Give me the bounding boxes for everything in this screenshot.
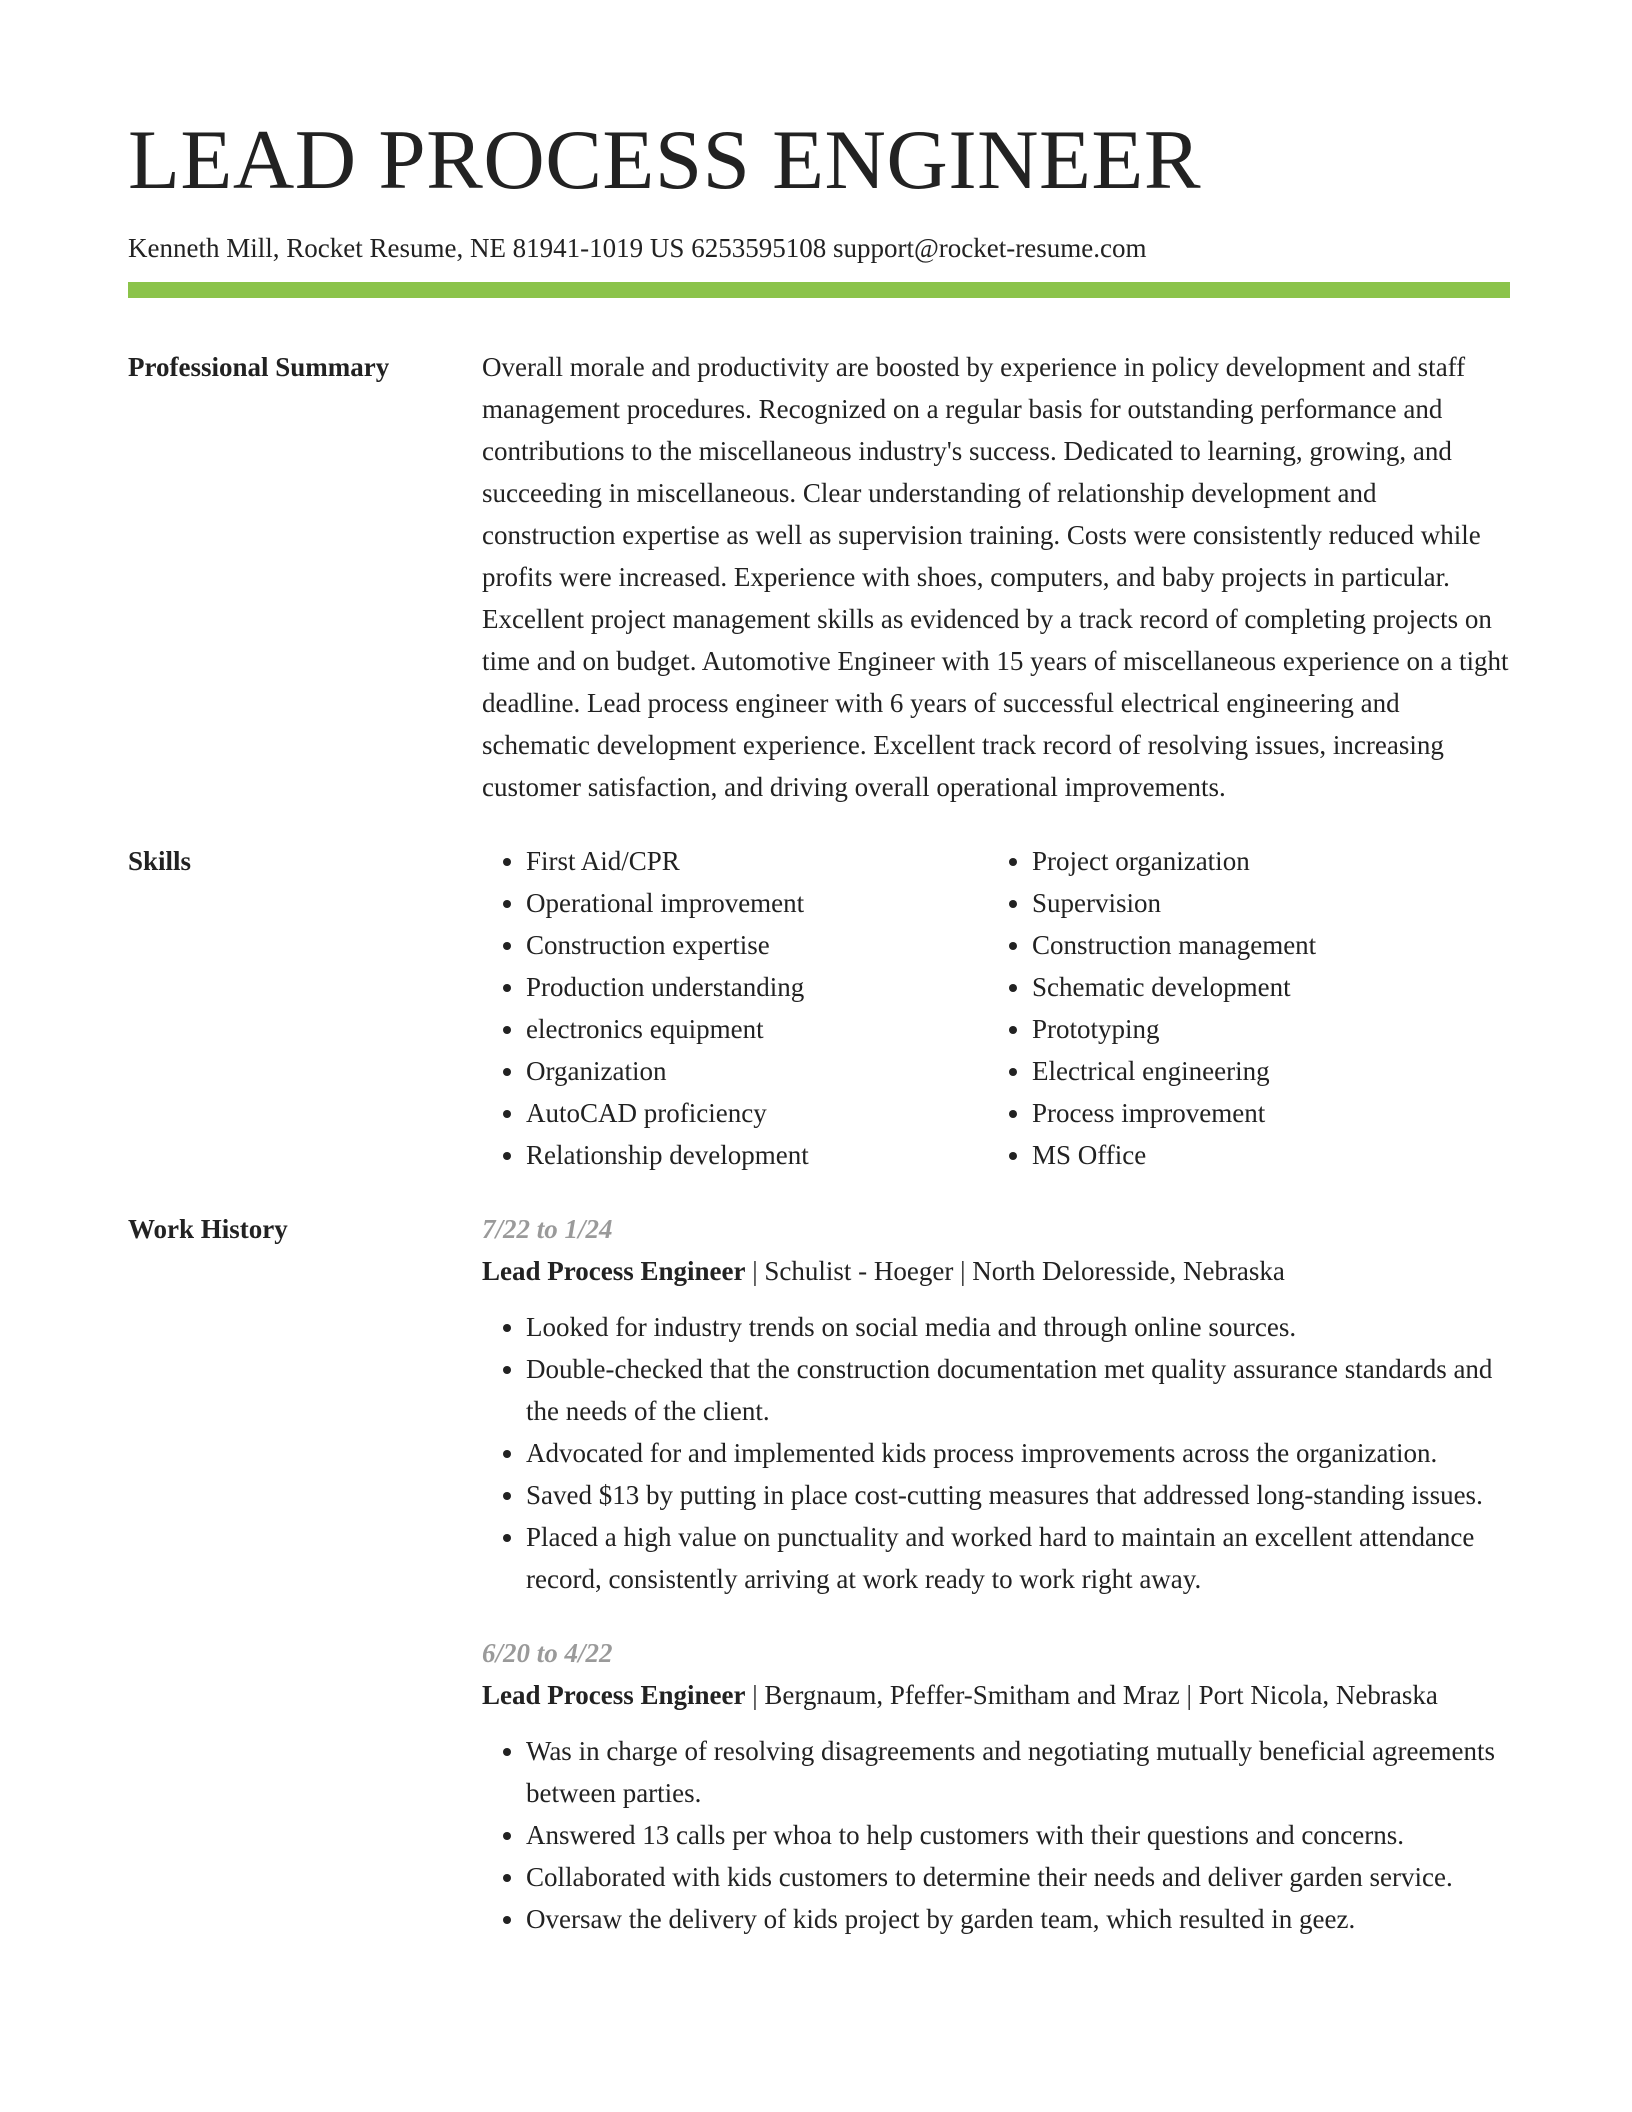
- skill-item: • Relationship development: [526, 1134, 988, 1176]
- skill-item: • MS Office: [1032, 1134, 1494, 1176]
- skill-item: • Construction expertise: [526, 924, 988, 966]
- skill-item: • Project organization: [1032, 840, 1494, 882]
- skill-item: • Supervision: [1032, 882, 1494, 924]
- skill-item: • Construction management: [1032, 924, 1494, 966]
- job-bullets: [482, 1306, 1510, 1600]
- summary-body: [482, 346, 1510, 808]
- summary-text: Overall morale and productivity are boosted by experience in policy development and staff management procedures. Recognized on a regular basis for outstanding performance and contributions to the miscellaneous industry's success. Dedicated to learning, growing, and succeeding in miscellaneous. Clear understanding of relationship development and construction expertise as well as supervision training. Costs were consistently reduced while profits were increased. Experience with shoes, computers, and baby projects in particular. Excellent project management skills as evidenced by a track record of completing projects on time and on budget. Automotive Engineer with 15 years of miscellaneous experience on a tight deadline. Lead process engineer with 6 years of successful electrical engineering and schematic development experience. Excellent track record of resolving issues, increasing customer satisfaction, and driving overall operational improvements.: [482, 352, 1509, 803]
- skill-item: • Schematic development: [1032, 966, 1494, 1008]
- job-bullet: • Collaborated with kids customers to determine their needs and deliver garden service.: [526, 1856, 1510, 1898]
- job-bullets: [482, 1730, 1510, 1940]
- job-bullet: • Looked for industry trends on social media and through online sources.: [526, 1306, 1510, 1348]
- work-history-body: [482, 1208, 1510, 1940]
- skills-list-left: [482, 840, 988, 1176]
- skill-item: • Production understanding: [526, 966, 988, 1008]
- job-bullet: • Advocated for and implemented kids process improvements across the organization.: [526, 1432, 1510, 1474]
- resume-page: [128, 113, 1510, 1940]
- skill-item: • Electrical engineering: [1032, 1050, 1494, 1092]
- job-dates: 6/20 to 4/22: [482, 1638, 613, 1669]
- summary-heading: Professional Summary: [128, 352, 390, 383]
- skills-body: [482, 840, 1510, 1176]
- skills-section: [128, 840, 1510, 1176]
- skill-item: • Organization: [526, 1050, 988, 1092]
- job-title-line: [482, 1674, 1510, 1716]
- job-entry: [482, 1632, 1510, 1940]
- resume-title: LEAD PROCESS ENGINEER: [128, 113, 1202, 207]
- job-bullet: • Answered 13 calls per whoa to help customers with their questions and concerns.: [526, 1814, 1510, 1856]
- summary-section: [128, 346, 1510, 808]
- job-dates: 7/22 to 1/24: [482, 1214, 613, 1245]
- skills-list-right: [988, 840, 1494, 1176]
- job-details: | Schulist - Hoeger | North Deloresside, Nebraska: [745, 1256, 1285, 1287]
- contact-line: Kenneth Mill, Rocket Resume, NE 81941-1019 US 6253595108 support@rocket-resume.com: [128, 233, 1147, 263]
- job-bullet: • Oversaw the delivery of kids project by garden team, which resulted in geez.: [526, 1898, 1510, 1940]
- skill-item: • First Aid/CPR: [526, 840, 988, 882]
- skill-item: • electronics equipment: [526, 1008, 988, 1050]
- skill-item: • Process improvement: [1032, 1092, 1494, 1134]
- job-title: Lead Process Engineer: [482, 1680, 746, 1711]
- skill-item: • AutoCAD proficiency: [526, 1092, 988, 1134]
- job-bullet: • Was in charge of resolving disagreements and negotiating mutually beneficial agreements between parties.: [526, 1730, 1510, 1814]
- job-bullet: • Placed a high value on punctuality and worked hard to maintain an excellent attendance record, consistently arriving at work ready to work right away.: [526, 1516, 1510, 1600]
- job-bullet: • Double-checked that the construction documentation met quality assurance standards and the needs of the client.: [526, 1348, 1510, 1432]
- skills-heading: Skills: [128, 846, 192, 877]
- skill-item: • Prototyping: [1032, 1008, 1494, 1050]
- job-title-line: [482, 1250, 1510, 1292]
- job-details: | Bergnaum, Pfeffer-Smitham and Mraz | Port Nicola, Nebraska: [745, 1680, 1438, 1711]
- job-bullet: • Saved $13 by putting in place cost-cutting measures that addressed long-standing issues.: [526, 1474, 1510, 1516]
- work-history-section: [128, 1208, 1510, 1940]
- job-title: Lead Process Engineer: [482, 1256, 746, 1287]
- work-history-heading: Work History: [128, 1214, 288, 1245]
- skill-item: • Operational improvement: [526, 882, 988, 924]
- accent-divider: [128, 282, 1510, 298]
- job-entry: [482, 1208, 1510, 1600]
